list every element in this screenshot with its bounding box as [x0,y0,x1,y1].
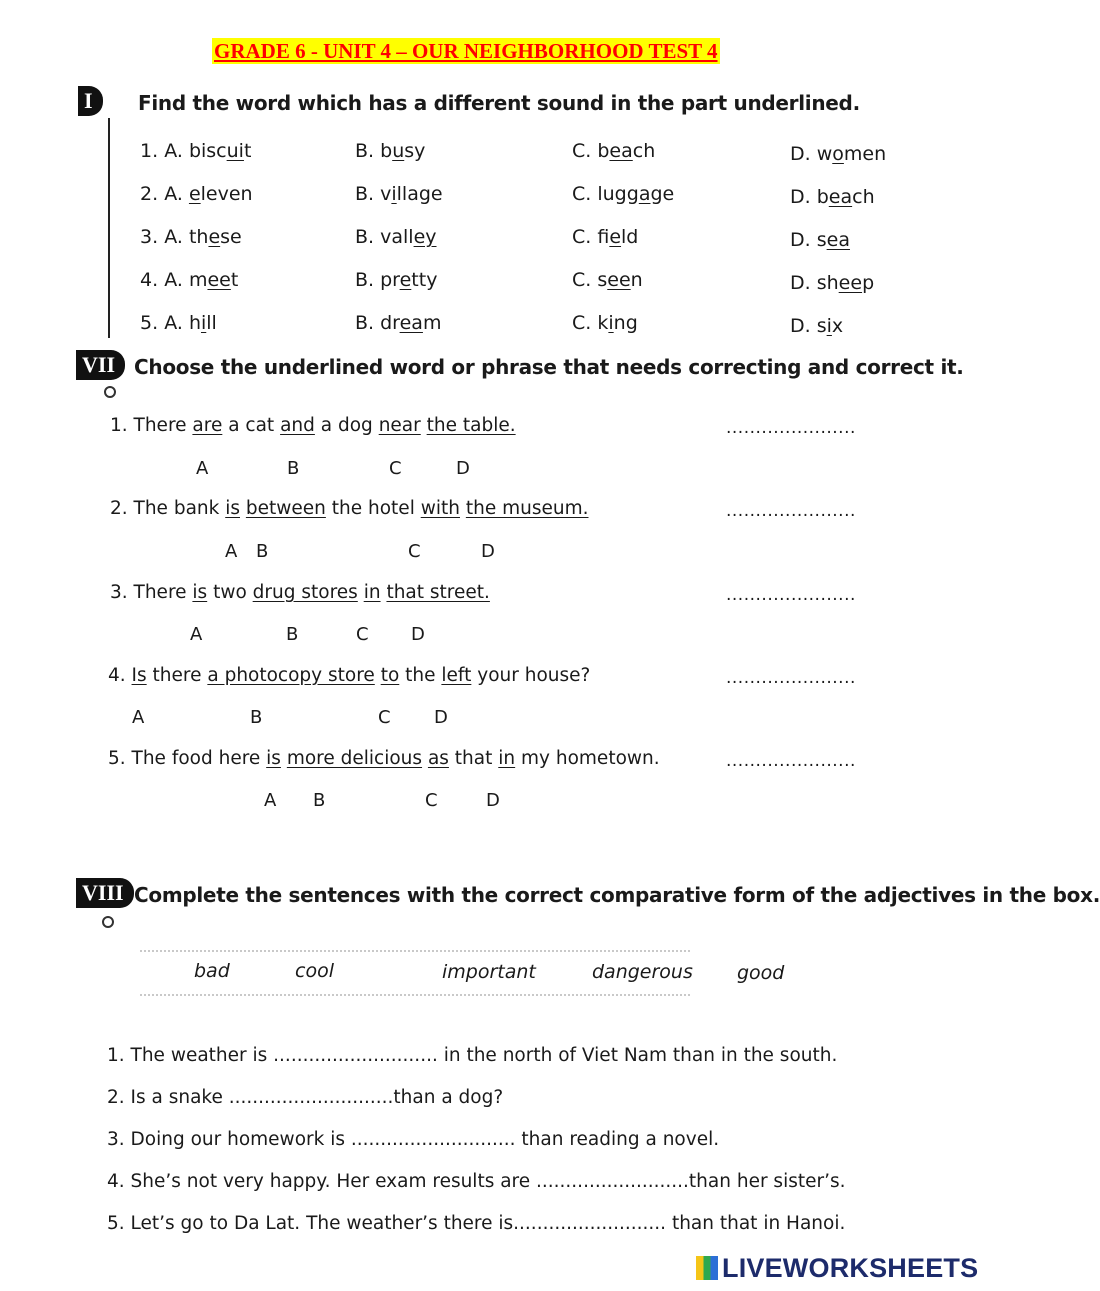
option-1-c [572,140,655,162]
word-part: x [831,315,844,337]
option-letter: A. [164,183,183,205]
option-letter: A. [164,226,183,248]
option-4-a [140,269,238,291]
comparative-sentence: 1. The weather is ............................ in the north of Viet Nam than in the south. [107,1045,838,1066]
option-letter-b: B [256,541,269,562]
word-part: s [597,269,608,291]
word-part: s [816,315,827,337]
underlined-part: u [392,140,405,162]
section-7-badge: VII [76,350,125,380]
word-part: ch [852,186,875,208]
option-letter-d: D [411,624,425,645]
option-letter-c: C [425,790,438,811]
word-part: k [597,312,609,334]
word-part: men [843,143,887,165]
option-letter-a: A [264,790,277,811]
underlined-phrase: the table. [426,415,516,436]
option-4-b [355,269,437,291]
underlined-phrase: a photocopy store [207,665,375,686]
underlined-part: ea [828,186,853,208]
word-part: se [220,226,242,248]
option-letter: C. [572,140,592,162]
sentence-text: a dog [314,415,379,436]
option-letter: B. [355,269,375,291]
option-letter-c: C [378,707,391,728]
sentence-text: my hometown. [515,748,660,769]
box-word: good [737,962,785,984]
option-letter-a: A [225,541,238,562]
option-letter-b: B [313,790,326,811]
option-letter-c: C [356,624,369,645]
liveworksheets-logo [696,1253,978,1284]
answer-blank[interactable]: ...................... [726,751,856,771]
option-letter-c: C [389,458,402,479]
word-part: tty [411,269,438,291]
pin-icon [102,916,114,928]
question-number: 4. [140,269,159,291]
sentence-text: 2. The bank [110,498,226,519]
underlined-phrase: as [427,748,449,769]
option-2-a [140,183,253,205]
underlined-part: e [208,226,221,248]
correction-sentence [108,665,590,686]
sentence-text: there [146,665,208,686]
underlined-phrase: with [420,498,460,519]
word-part: t [243,140,252,162]
underlined-phrase: near [378,415,421,436]
option-4-d [790,272,874,294]
section-1-badge: I [78,86,103,116]
section-8-badge: VIII [76,878,134,908]
underlined-part: ee [207,269,231,291]
option-3-d [790,229,850,251]
word-part: pr [380,269,400,291]
word-part: t [230,269,239,291]
underlined-part: e [399,269,412,291]
option-letter: B. [355,226,375,248]
underlined-part: ea [399,312,423,334]
page-title: GRADE 6 - UNIT 4 – OUR NEIGHBORHOOD TEST 4 [214,39,718,63]
answer-blank[interactable]: ...................... [726,668,856,688]
question-number: 5. [140,312,159,334]
correction-sentence [110,498,589,519]
option-2-b [355,183,443,205]
sentence-text: the hotel [325,498,421,519]
option-letter: C. [572,312,592,334]
option-letter: A. [164,312,183,334]
word-part: ng [613,312,638,334]
question-number: 1. [140,140,159,162]
option-letter: A. [164,269,183,291]
comparative-sentence: 3. Doing our homework is ............................ than reading a novel. [107,1129,720,1150]
sentence-text: a cat [222,415,281,436]
option-4-c [572,269,643,291]
option-5-b [355,312,441,334]
word-part: lugg [597,183,639,205]
correction-sentence [110,582,490,603]
section-8-instruction: Complete the sentences with the correct comparative form of the adjectives in the box. [134,883,1100,907]
word-part: p [862,272,875,294]
option-5-a [140,312,217,334]
word-part: s [816,229,827,251]
word-part: m [188,269,208,291]
word-part: b [380,140,393,162]
option-1-d [790,143,886,165]
answer-blank[interactable]: ...................... [726,585,856,605]
question-number: 2. [140,183,159,205]
box-word: dangerous [592,961,693,983]
underlined-phrase: and [280,415,315,436]
option-2-c [572,183,674,205]
word-part: ge [650,183,675,205]
option-letter: B. [355,183,375,205]
underlined-phrase: in [498,748,516,769]
comparative-sentence: 4. She’s not very happy. Her exam results are ..........................than her sister’s. [107,1171,846,1192]
word-part: llage [396,183,443,205]
underlined-part: ee [838,272,863,294]
word-part: vall [380,226,414,248]
underlined-phrase: left [441,665,472,686]
underlined-phrase: that street. [386,582,490,603]
word-box-top-border [140,950,690,952]
word-part: bisc [188,140,227,162]
underlined-part: i [608,312,614,334]
option-letter-b: B [287,458,300,479]
option-3-b [355,226,437,248]
option-letter: D. [790,272,811,294]
answer-blank[interactable]: ...................... [726,501,856,521]
box-word: bad [194,960,230,982]
underlined-phrase: to [380,665,400,686]
option-letter: D. [790,143,811,165]
logo-text: LIVEWORKSHEETS [722,1253,979,1283]
sentence-text: 3. There [110,582,193,603]
underlined-part: ee [607,269,631,291]
answer-blank[interactable]: ...................... [726,418,856,438]
sentence-text: your house? [471,665,591,686]
word-part: ll [206,312,217,334]
box-word: important [442,961,536,983]
underlined-phrase: between [245,498,326,519]
underlined-part: a [638,183,651,205]
option-letter-b: B [286,624,299,645]
option-letter-a: A [132,707,145,728]
underlined-part: i [391,183,397,205]
sentence-text: the [399,665,442,686]
section-1-instruction: Find the word which has a different sound in the part underlined. [138,91,860,115]
option-1-b [355,140,425,162]
underlined-part: o [832,143,844,165]
question-number: 3. [140,226,159,248]
option-5-c [572,312,638,334]
word-part: sh [816,272,839,294]
sentence-text: 4. [108,665,132,686]
option-5-d [790,315,843,337]
word-part: ch [632,140,656,162]
word-part: dr [380,312,400,334]
box-word: cool [295,960,334,982]
pin-icon [104,386,116,398]
option-letter-d: D [434,707,448,728]
underlined-part: ie [609,226,622,248]
underlined-phrase: drug stores [252,582,358,603]
underlined-phrase: in [363,582,381,603]
section-1-vertical-line [108,118,110,338]
underlined-phrase: is [192,582,208,603]
sentence-text: 5. The food here [108,748,267,769]
word-part: v [380,183,392,205]
word-box-bottom-border [140,994,690,996]
word-part: th [188,226,209,248]
option-letter: C. [572,183,592,205]
option-letter-c: C [408,541,421,562]
underlined-part: i [826,315,832,337]
option-letter: D. [790,186,811,208]
option-1-a [140,140,251,162]
word-part: m [422,312,442,334]
comparative-sentence: 5. Let’s go to Da Lat. The weather’s there is.......................... than that in Hanoi. [107,1213,846,1234]
sentence-text: that [448,748,499,769]
option-letter: D. [790,229,811,251]
option-letter-b: B [250,707,263,728]
underlined-part: e [188,183,201,205]
underlined-part: ui [226,140,244,162]
underlined-part: i [200,312,207,334]
word-part: h [188,312,201,334]
liveworksheets-logo-icon [696,1256,718,1280]
word-part: sy [404,140,426,162]
underlined-phrase: Is [131,665,147,686]
underlined-part: ea [609,140,633,162]
option-letter-d: D [486,790,500,811]
correction-sentence [108,748,660,769]
underlined-phrase: is [225,498,240,519]
word-part: ld [621,226,639,248]
word-part: b [597,140,610,162]
option-3-c [572,226,638,248]
word-part: b [816,186,829,208]
word-part: n [630,269,643,291]
underlined-phrase: the museum. [465,498,589,519]
option-letter: B. [355,140,375,162]
option-letter: C. [572,226,592,248]
word-part: w [816,143,833,165]
comparative-sentence: 2. Is a snake ............................than a dog? [107,1087,504,1108]
option-letter-a: A [196,458,209,479]
underlined-phrase: more delicious [286,748,423,769]
option-letter-d: D [481,541,495,562]
word-part: f [597,226,610,248]
sentence-text: 1. There [110,415,193,436]
underlined-part: ea [826,229,850,251]
underlined-part: ey [413,226,437,248]
option-letter: C. [572,269,592,291]
option-letter-a: A [190,624,203,645]
option-letter: B. [355,312,375,334]
option-letter: D. [790,315,811,337]
word-part: leven [200,183,253,205]
sentence-text: two [207,582,253,603]
option-3-a [140,226,242,248]
option-letter-d: D [456,458,470,479]
correction-sentence [110,415,516,436]
option-letter: A. [164,140,183,162]
underlined-phrase: is [266,748,281,769]
section-7-instruction: Choose the underlined word or phrase that needs correcting and correct it. [134,355,964,379]
option-2-d [790,186,875,208]
underlined-phrase: are [192,415,223,436]
